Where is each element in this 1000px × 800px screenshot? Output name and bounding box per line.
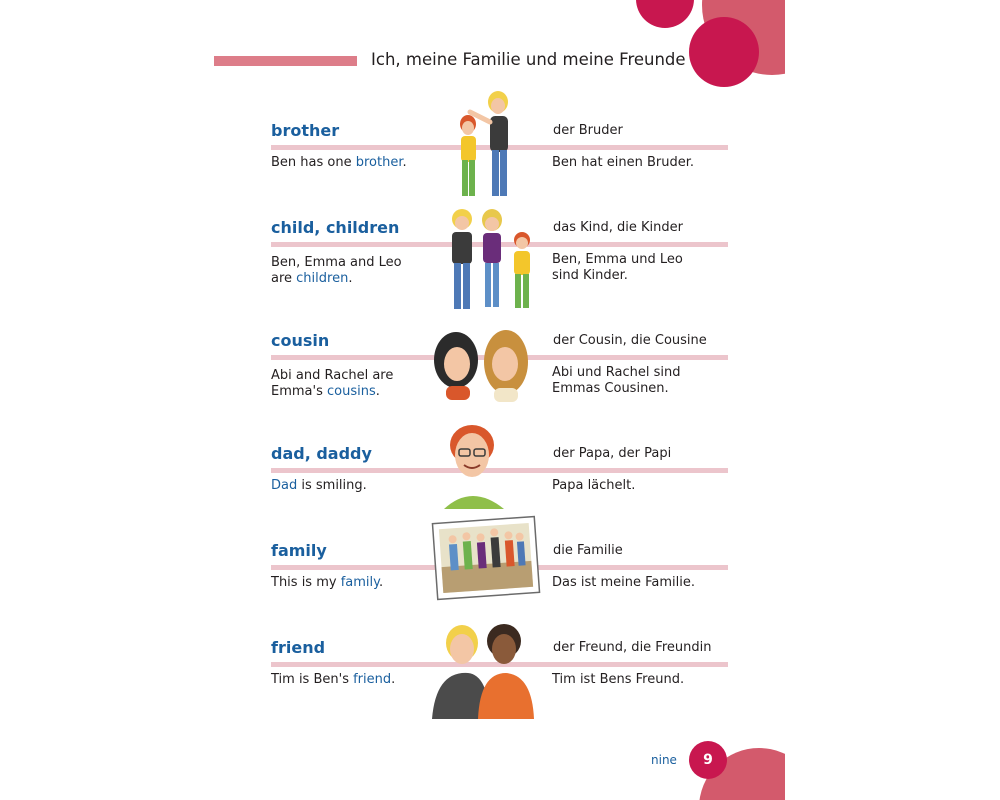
decorative-circle [636, 0, 694, 28]
word-german: der Bruder [553, 123, 623, 138]
example-english: Ben, Emma and Leo are children. [271, 255, 402, 286]
vocab-entry-brother [214, 118, 785, 218]
vocab-entry-cousin [214, 328, 785, 428]
book-page [214, 0, 785, 800]
example-highlight: Dad [271, 478, 298, 493]
example-highlight: cousins [327, 384, 376, 399]
page-number-badge: 9 [689, 741, 727, 779]
example-english: Dad is smiling. [271, 478, 367, 493]
example-english: Ben has one brother. [271, 155, 407, 170]
page-title: Ich, meine Familie und meine Freunde [371, 50, 686, 69]
example-highlight: children [296, 271, 349, 286]
family-photo-illustration [430, 512, 542, 604]
example-highlight: family [340, 575, 379, 590]
header-accent-bar [214, 56, 357, 66]
word-english: friend [271, 638, 326, 657]
friends-illustration [428, 621, 540, 719]
example-german: Tim ist Bens Freund. [552, 672, 685, 687]
vocab-entry-child [214, 215, 785, 315]
word-german: der Papa, der Papi [553, 446, 672, 461]
example-german: Das ist meine Familie. [552, 575, 696, 590]
divider-rule [490, 468, 728, 473]
example-german: Papa lächelt. [552, 478, 636, 493]
cousins-illustration [432, 328, 532, 404]
example-highlight: brother [355, 155, 403, 170]
example-german: Abi und Rachel sind Emmas Cousinen. [552, 365, 681, 396]
example-highlight: friend [353, 672, 392, 687]
word-german: die Familie [553, 543, 623, 558]
word-german: der Cousin, die Cousine [553, 333, 707, 348]
children-illustration [442, 207, 542, 317]
word-german: das Kind, die Kinder [553, 220, 683, 235]
word-english: cousin [271, 331, 330, 350]
word-english: dad, daddy [271, 444, 372, 463]
example-english: Tim is Ben's friend. [271, 672, 396, 687]
brothers-illustration [454, 88, 526, 206]
example-english: Abi and Rachel are Emma's cousins. [271, 368, 394, 399]
page-number-word: nine [651, 753, 677, 767]
example-german: Ben hat einen Bruder. [552, 155, 694, 170]
word-english: child, children [271, 218, 400, 237]
decorative-circle [689, 17, 759, 87]
vocab-entry-friend [214, 635, 785, 735]
word-english: family [271, 541, 327, 560]
example-german: Ben, Emma und Leo sind Kinder. [552, 252, 683, 283]
word-english: brother [271, 121, 340, 140]
dad-illustration [442, 423, 508, 509]
example-english: This is my family. [271, 575, 384, 590]
word-german: der Freund, die Freundin [553, 640, 712, 655]
